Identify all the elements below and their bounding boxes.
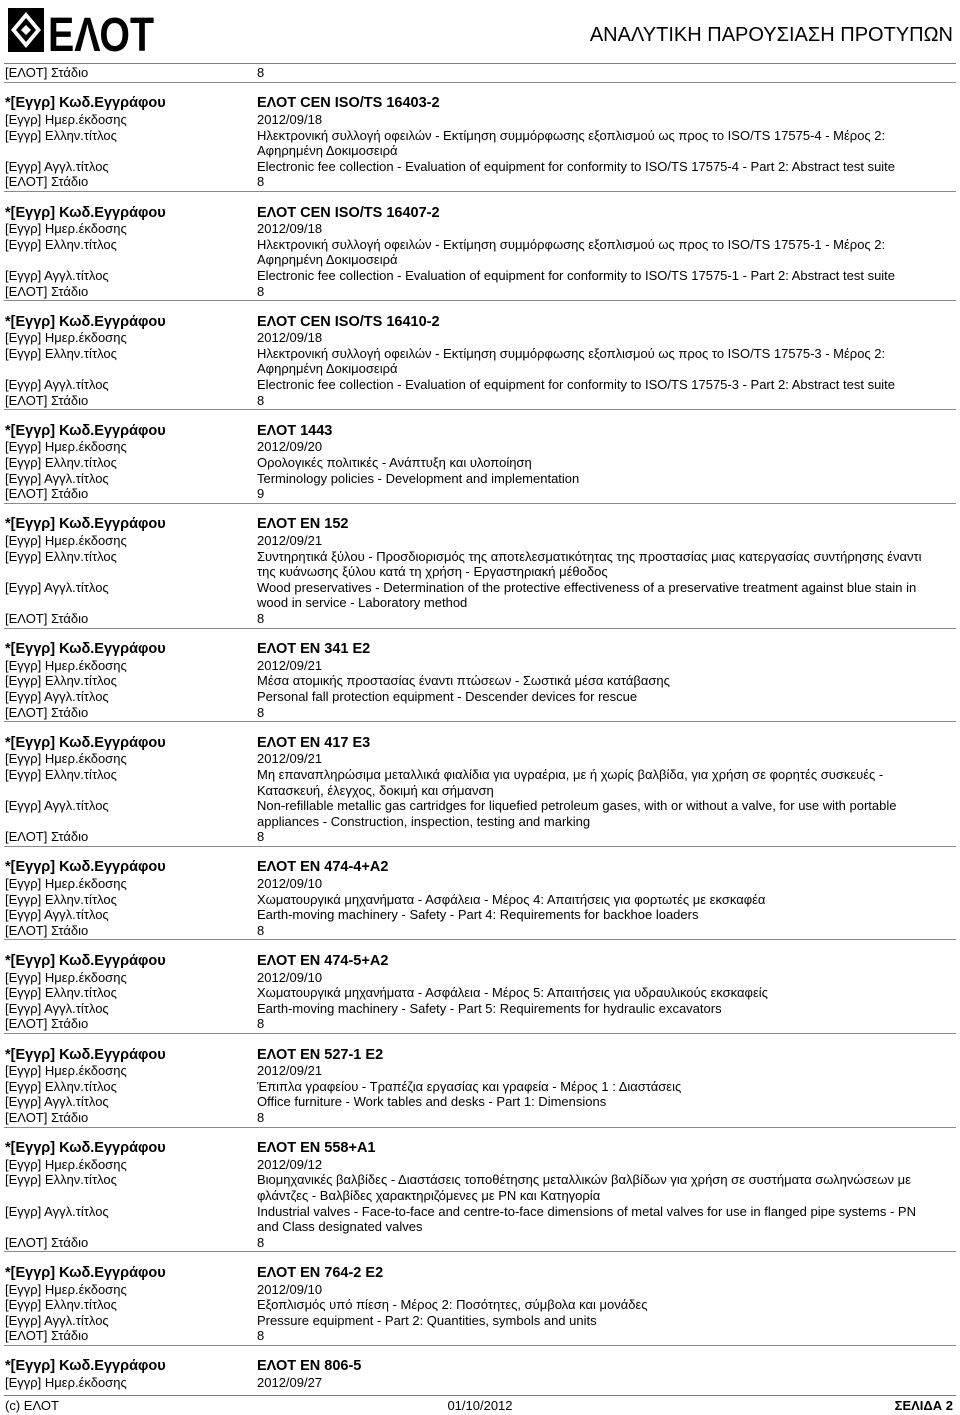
publication-date-label: [Εγγρ] Ημερ.έκδοσης <box>5 969 127 985</box>
publication-date: 2012/09/18 <box>257 111 323 127</box>
record-separator-line <box>4 1127 956 1128</box>
document-code-label: *[Εγγρ] Κωδ.Εγγράφου <box>5 1358 166 1375</box>
records-list <box>0 65 960 1390</box>
publication-date-row <box>0 112 960 128</box>
greek-title-row <box>0 892 960 908</box>
stage-row <box>0 174 960 190</box>
stage-row <box>0 1016 960 1032</box>
document-code: ΕΛΟΤ EN 764-2 E2 <box>257 1264 384 1281</box>
record-gap <box>0 938 960 954</box>
publication-date-label: [Εγγρ] Ημερ.έκδοσης <box>5 876 127 892</box>
english-title-row <box>0 377 960 393</box>
stage-label: [ΕΛΟΤ] Στάδιο <box>5 283 89 299</box>
stage-label: [ΕΛΟΤ] Στάδιο <box>5 922 89 938</box>
stage-row <box>0 829 960 845</box>
greek-title-row <box>0 128 960 144</box>
english-title-label: [Εγγρ] Αγγλ.τίτλος <box>5 798 109 814</box>
stage-label: [ΕΛΟΤ] Στάδιο <box>5 610 89 626</box>
logo-emblem-icon <box>8 8 44 52</box>
english-title-line: Earth-moving machinery - Safety - Part 5: Requirements for hydraulic excavators <box>257 1000 722 1016</box>
english-title-label: [Εγγρ] Αγγλ.τίτλος <box>5 377 109 393</box>
stage-value: 8 <box>257 1234 265 1250</box>
english-title-row <box>0 1094 960 1110</box>
record-gap <box>0 502 960 518</box>
publication-date-row <box>0 439 960 455</box>
document-code: ΕΛΟΤ EN 474-4+A2 <box>257 859 389 876</box>
document-code: ΕΛΟΤ CEN ISO/TS 16410-2 <box>257 313 440 330</box>
page-footer <box>0 1398 960 1413</box>
stage-value: 8 <box>257 610 265 626</box>
english-title-row <box>0 1001 960 1017</box>
record-separator-line <box>4 409 956 410</box>
document-code-row <box>0 1359 960 1375</box>
greek-title-row <box>0 455 960 471</box>
stage-label: [ΕΛΟΤ] Στάδιο <box>5 1328 89 1344</box>
document-code-row <box>0 642 960 658</box>
logo-wordmark: ΕΛΟΤ <box>48 9 154 62</box>
document-code-row <box>0 424 960 440</box>
stage-value: 9 <box>257 486 265 502</box>
english-title-line: Earth-moving machinery - Safety - Part 4: Requirements for backhoe loaders <box>257 907 699 923</box>
report-title: ΑΝΑΛΥΤΙΚΗ ΠΑΡΟΥΣΙΑΣΗ ΠΡΟΤΥΠΩΝ <box>589 24 953 46</box>
publication-date: 2012/09/18 <box>257 330 323 346</box>
document-code-label: *[Εγγρ] Κωδ.Εγγράφου <box>5 204 166 221</box>
stage-label: [ΕΛΟΤ] Στάδιο <box>5 1234 89 1250</box>
greek-title-row <box>0 1297 960 1313</box>
publication-date: 2012/09/21 <box>257 533 323 548</box>
greek-title-row <box>0 1172 960 1188</box>
record-gap <box>0 1250 960 1266</box>
english-title-label: [Εγγρ] Αγγλ.τίτλος <box>5 267 109 283</box>
publication-date-row <box>0 330 960 346</box>
stage-value: 8 <box>257 392 265 408</box>
document-code-label: *[Εγγρ] Κωδ.Εγγράφου <box>5 95 166 112</box>
greek-title-line: Χωματουργικά μηχανήματα - Ασφάλεια - Μέρος 5: Απαιτήσεις για υδραυλικούς εκσκαφείς <box>257 985 768 1001</box>
greek-title-label: [Εγγρ] Ελλην.τίτλος <box>5 766 117 782</box>
english-title-label: [Εγγρ] Αγγλ.τίτλος <box>5 1203 109 1219</box>
record-gap <box>0 190 960 206</box>
publication-date-label: [Εγγρ] Ημερ.έκδοσης <box>5 221 127 237</box>
stage-value: 8 <box>257 1328 265 1344</box>
greek-title-row <box>0 549 960 565</box>
publication-date: 2012/09/21 <box>257 751 323 767</box>
greek-title-row <box>0 1188 960 1204</box>
english-title-row <box>0 471 960 487</box>
publication-date-label: [Εγγρ] Ημερ.έκδοσης <box>5 1375 127 1391</box>
publication-date-label: [Εγγρ] Ημερ.έκδοσης <box>5 111 127 127</box>
stage-label: [ΕΛΟΤ] Στάδιο <box>5 392 89 408</box>
publication-date-row <box>0 221 960 237</box>
publication-date-label: [Εγγρ] Ημερ.έκδοσης <box>5 330 127 346</box>
document-code: ΕΛΟΤ 1443 <box>257 422 333 439</box>
publication-date-label: [Εγγρ] Ημερ.έκδοσης <box>5 657 127 673</box>
stage-value: 8 <box>257 829 265 845</box>
publication-date: 2012/09/18 <box>257 221 323 237</box>
publication-date: 2012/09/10 <box>257 876 323 892</box>
document-code: ΕΛΟΤ EN 558+A1 <box>257 1140 376 1157</box>
record-gap <box>0 845 960 861</box>
english-title-line: appliances - Construction, inspection, testing and marking <box>257 813 591 829</box>
record-separator-line <box>4 300 956 301</box>
record-separator-line <box>4 721 956 722</box>
publication-date-label: [Εγγρ] Ημερ.έκδοσης <box>5 1156 127 1172</box>
publication-date-row <box>0 533 960 549</box>
record-separator-line <box>4 1251 956 1252</box>
greek-title-row <box>0 783 960 799</box>
stage-value: 8 <box>257 922 265 938</box>
stage-row <box>0 1328 960 1344</box>
record-gap <box>0 1032 960 1048</box>
publication-date: 2012/09/10 <box>257 969 323 985</box>
greek-title-label: [Εγγρ] Ελλην.τίτλος <box>5 455 117 471</box>
greek-title-line: Μη επαναπληρώσιμα μεταλλικά φιαλίδια για υγραέρια, με ή χωρίς βαλβίδα, για χρήση σε φορητές συσκευές - <box>257 766 884 782</box>
greek-title-line: Μέσα ατομικής προστασίας έναντι πτώσεων - Σωστικά μέσα κατάβασης <box>257 673 670 689</box>
publication-date: 2012/09/27 <box>257 1375 323 1391</box>
record-gap <box>0 720 960 736</box>
publication-date: 2012/09/21 <box>257 1063 323 1079</box>
english-title-label: [Εγγρ] Αγγλ.τίτλος <box>5 470 109 486</box>
stage-row <box>0 923 960 939</box>
stage-row <box>0 1110 960 1126</box>
english-title-line: Industrial valves - Face-to-face and centre-to-face dimensions of metal valves for use in flanged pipe systems - PN <box>257 1203 916 1219</box>
elot-logo <box>6 4 158 62</box>
greek-title-line: Ηλεκτρονική συλλογή οφειλών - Εκτίμηση συμμόρφωσης εξοπλισμού ως προς το ISO/TS 17575-1 - Μέρος 2: <box>257 236 886 252</box>
greek-title-line: Ηλεκτρονική συλλογή οφειλών - Εκτίμηση συμμόρφωσης εξοπλισμού ως προς το ISO/TS 17575-4 - Μέρος 2: <box>257 127 886 143</box>
stage-label: [ΕΛΟΤ] Στάδιο <box>5 704 89 720</box>
english-title-line: Terminology policies - Development and implementation <box>257 470 580 486</box>
greek-title-row <box>0 673 960 689</box>
english-title-row <box>0 1313 960 1329</box>
document-code-label: *[Εγγρ] Κωδ.Εγγράφου <box>5 859 166 876</box>
english-title-line: Electronic fee collection - Evaluation of equipment for conformity to ISO/TS 17575-3 - Part 2: Abstract test suite <box>257 377 896 393</box>
greek-title-row <box>0 1079 960 1095</box>
greek-title-line: Κατασκευή, έλεγχος, δοκιμή και σήμανση <box>257 782 494 798</box>
record-separator-line <box>4 628 956 629</box>
english-title-row <box>0 1219 960 1235</box>
stage-row <box>0 1235 960 1251</box>
greek-title-line: φλάντζες - Βαλβίδες χαρακτηριζόμενες με PN και Κατηγορία <box>257 1187 601 1203</box>
english-title-line: Electronic fee collection - Evaluation of equipment for conformity to ISO/TS 17575-1 - Part 2: Abstract test suite <box>257 267 896 283</box>
record-separator-line <box>4 503 956 504</box>
record-gap <box>0 627 960 643</box>
greek-title-line: Εξοπλισμός υπό πίεση - Μέρος 2: Ποσότητες, σύμβολα και μονάδες <box>257 1297 648 1313</box>
record-separator-line <box>4 939 956 940</box>
publication-date-row <box>0 970 960 986</box>
greek-title-label: [Εγγρ] Ελλην.τίτλος <box>5 345 117 361</box>
greek-title-row <box>0 346 960 362</box>
stage-label: [ΕΛΟΤ] Στάδιο <box>5 829 89 845</box>
footer-page-number: ΣΕΛΙΔΑ 2 <box>894 1397 953 1413</box>
stage-value: 8 <box>257 704 265 720</box>
greek-title-line: Ορολογικές πολιτικές - Ανάπτυξη και υλοποίηση <box>257 455 532 471</box>
document-code: ΕΛΟΤ CEN ISO/TS 16407-2 <box>257 204 440 221</box>
record-gap <box>0 1344 960 1360</box>
english-title-line: Office furniture - Work tables and desks - Part 1: Dimensions <box>257 1094 607 1110</box>
stage-label: [ΕΛΟΤ] Στάδιο <box>5 65 89 81</box>
document-code-label: *[Εγγρ] Κωδ.Εγγράφου <box>5 516 166 533</box>
record-separator-line <box>4 82 956 83</box>
document-code: ΕΛΟΤ EN 152 <box>257 516 349 533</box>
document-code-row <box>0 206 960 222</box>
greek-title-row <box>0 564 960 580</box>
record-gap <box>0 1126 960 1142</box>
document-code-row <box>0 736 960 752</box>
greek-title-label: [Εγγρ] Ελλην.τίτλος <box>5 673 117 689</box>
record-gap <box>0 408 960 424</box>
document-code-label: *[Εγγρ] Κωδ.Εγγράφου <box>5 313 166 330</box>
document-code-label: *[Εγγρ] Κωδ.Εγγράφου <box>5 641 166 658</box>
publication-date: 2012/09/20 <box>257 439 323 455</box>
greek-title-line: Βιομηχανικές βαλβίδες - Διαστάσεις τοποθέτησης μεταλλικών βαλβίδων για χρήση σε συστήματα σωληνώσεων με <box>257 1172 911 1188</box>
document-code: ΕΛΟΤ EN 474-5+A2 <box>257 953 389 970</box>
publication-date-label: [Εγγρ] Ημερ.έκδοσης <box>5 1281 127 1297</box>
record-gap <box>0 299 960 315</box>
publication-date-row <box>0 751 960 767</box>
document-code-row <box>0 96 960 112</box>
english-title-line: Pressure equipment - Part 2: Quantities, symbols and units <box>257 1312 597 1328</box>
greek-title-label: [Εγγρ] Ελλην.τίτλος <box>5 236 117 252</box>
greek-title-label: [Εγγρ] Ελλην.τίτλος <box>5 548 117 564</box>
greek-title-line: Αφηρημένη Δοκιμοσειρά <box>257 361 398 377</box>
greek-title-label: [Εγγρ] Ελλην.τίτλος <box>5 1297 117 1313</box>
english-title-line: Electronic fee collection - Evaluation of equipment for conformity to ISO/TS 17575-4 - Part 2: Abstract test suite <box>257 158 896 174</box>
publication-date-row <box>0 658 960 674</box>
document-code-row <box>0 315 960 331</box>
document-code: ΕΛΟΤ EN 417 E3 <box>257 734 371 751</box>
document-code-label: *[Εγγρ] Κωδ.Εγγράφου <box>5 953 166 970</box>
english-title-line: Personal fall protection equipment - Descender devices for rescue <box>257 688 638 704</box>
stage-row <box>0 611 960 627</box>
stage-row <box>0 393 960 409</box>
stage-label: [ΕΛΟΤ] Στάδιο <box>5 174 89 190</box>
stage-value: 8 <box>257 283 265 299</box>
publication-date: 2012/09/12 <box>257 1156 323 1172</box>
stage-row <box>0 65 960 81</box>
publication-date-row <box>0 876 960 892</box>
english-title-label: [Εγγρ] Αγγλ.τίτλος <box>5 158 109 174</box>
stage-label: [ΕΛΟΤ] Στάδιο <box>5 1016 89 1032</box>
stage-value: 8 <box>257 174 265 190</box>
english-title-label: [Εγγρ] Αγγλ.τίτλος <box>5 1000 109 1016</box>
greek-title-label: [Εγγρ] Ελλην.τίτλος <box>5 985 117 1001</box>
stage-row <box>0 486 960 502</box>
greek-title-row <box>0 252 960 268</box>
english-title-label: [Εγγρ] Αγγλ.τίτλος <box>5 1312 109 1328</box>
greek-title-row <box>0 361 960 377</box>
publication-date-label: [Εγγρ] Ημερ.έκδοσης <box>5 533 127 548</box>
greek-title-line: Συντηρητικά ξύλου - Προσδιορισμός της αποτελεσματικότητας της προστασίας μιας κατεργασίας συντήρησης έναντι <box>257 548 922 564</box>
greek-title-line: Έπιπλα γραφείου - Τραπέζια εργασίας και γραφεία - Μέρος 1 : Διαστάσεις <box>257 1078 682 1094</box>
publication-date-row <box>0 1063 960 1079</box>
stage-row <box>0 284 960 300</box>
document-code: ΕΛΟΤ EN 806-5 <box>257 1358 362 1375</box>
document-code-row <box>0 517 960 533</box>
publication-date-row <box>0 1157 960 1173</box>
english-title-row <box>0 798 960 814</box>
greek-title-line: Αφηρημένη Δοκιμοσειρά <box>257 252 398 268</box>
greek-title-line: Χωματουργικά μηχανήματα - Ασφάλεια - Μέρος 4: Απαιτήσεις για φορτωτές με εκσκαφέα <box>257 891 766 907</box>
document-code-label: *[Εγγρ] Κωδ.Εγγράφου <box>5 1046 166 1063</box>
document-code-row <box>0 1048 960 1064</box>
footer-date: 01/10/2012 <box>447 1397 513 1413</box>
greek-title-row <box>0 767 960 783</box>
english-title-row <box>0 689 960 705</box>
record-gap <box>0 81 960 97</box>
greek-title-label: [Εγγρ] Ελλην.τίτλος <box>5 1172 117 1188</box>
record-separator-line <box>4 1345 956 1346</box>
publication-date: 2012/09/10 <box>257 1281 323 1297</box>
greek-title-line: Αφηρημένη Δοκιμοσειρά <box>257 143 398 159</box>
greek-title-line: της κυάνωσης ξύλου κατά τη χρήση - Εργαστηριακή μέθοδος <box>257 564 608 580</box>
document-code: ΕΛΟΤ CEN ISO/TS 16403-2 <box>257 95 440 112</box>
english-title-row <box>0 907 960 923</box>
publication-date-label: [Εγγρ] Ημερ.έκδοσης <box>5 439 127 455</box>
english-title-row <box>0 268 960 284</box>
greek-title-line: Ηλεκτρονική συλλογή οφειλών - Εκτίμηση συμμόρφωσης εξοπλισμού ως προς το ISO/TS 17575-3 - Μέρος 2: <box>257 345 886 361</box>
footer-separator <box>4 1395 956 1396</box>
document-code-row <box>0 1141 960 1157</box>
document-code: ΕΛΟΤ EN 341 E2 <box>257 641 371 658</box>
english-title-label: [Εγγρ] Αγγλ.τίτλος <box>5 579 109 595</box>
header-separator <box>4 63 956 64</box>
record-separator-line <box>4 191 956 192</box>
publication-date-label: [Εγγρ] Ημερ.έκδοσης <box>5 1063 127 1079</box>
record-separator-line <box>4 846 956 847</box>
document-code: ΕΛΟΤ EN 527-1 E2 <box>257 1046 384 1063</box>
english-title-line: Wood preservatives - Determination of the protective effectiveness of a preservative treatment against blue stain in <box>257 579 917 595</box>
english-title-label: [Εγγρ] Αγγλ.τίτλος <box>5 688 109 704</box>
stage-label: [ΕΛΟΤ] Στάδιο <box>5 486 89 502</box>
stage-label: [ΕΛΟΤ] Στάδιο <box>5 1109 89 1125</box>
record-separator-line <box>4 1033 956 1034</box>
english-title-label: [Εγγρ] Αγγλ.τίτλος <box>5 1094 109 1110</box>
english-title-row <box>0 595 960 611</box>
stage-value: 8 <box>257 65 265 81</box>
footer-copyright: (c) ΕΛΟΤ <box>5 1397 59 1413</box>
document-code-row <box>0 860 960 876</box>
stage-row <box>0 705 960 721</box>
document-code-label: *[Εγγρ] Κωδ.Εγγράφου <box>5 734 166 751</box>
greek-title-row <box>0 237 960 253</box>
english-title-row <box>0 1204 960 1220</box>
publication-date-label: [Εγγρ] Ημερ.έκδοσης <box>5 751 127 767</box>
english-title-label: [Εγγρ] Αγγλ.τίτλος <box>5 907 109 923</box>
document-code-label: *[Εγγρ] Κωδ.Εγγράφου <box>5 1264 166 1281</box>
publication-date-row <box>0 1375 960 1391</box>
document-code-label: *[Εγγρ] Κωδ.Εγγράφου <box>5 422 166 439</box>
document-code-row <box>0 1266 960 1282</box>
english-title-row <box>0 159 960 175</box>
greek-title-label: [Εγγρ] Ελλην.τίτλος <box>5 127 117 143</box>
greek-title-label: [Εγγρ] Ελλην.τίτλος <box>5 891 117 907</box>
english-title-line: Non-refillable metallic gas cartridges for liquefied petroleum gases, with or without a valve, for use with portable <box>257 798 897 814</box>
stage-value: 8 <box>257 1016 265 1032</box>
greek-title-row <box>0 143 960 159</box>
stage-value: 8 <box>257 1109 265 1125</box>
english-title-line: wood in service - Laboratory method <box>257 595 468 611</box>
english-title-row <box>0 580 960 596</box>
greek-title-row <box>0 985 960 1001</box>
english-title-row <box>0 814 960 830</box>
document-code-label: *[Εγγρ] Κωδ.Εγγράφου <box>5 1140 166 1157</box>
greek-title-label: [Εγγρ] Ελλην.τίτλος <box>5 1078 117 1094</box>
english-title-line: and Class designated valves <box>257 1219 423 1235</box>
document-code-row <box>0 954 960 970</box>
publication-date-row <box>0 1282 960 1298</box>
publication-date: 2012/09/21 <box>257 657 323 673</box>
